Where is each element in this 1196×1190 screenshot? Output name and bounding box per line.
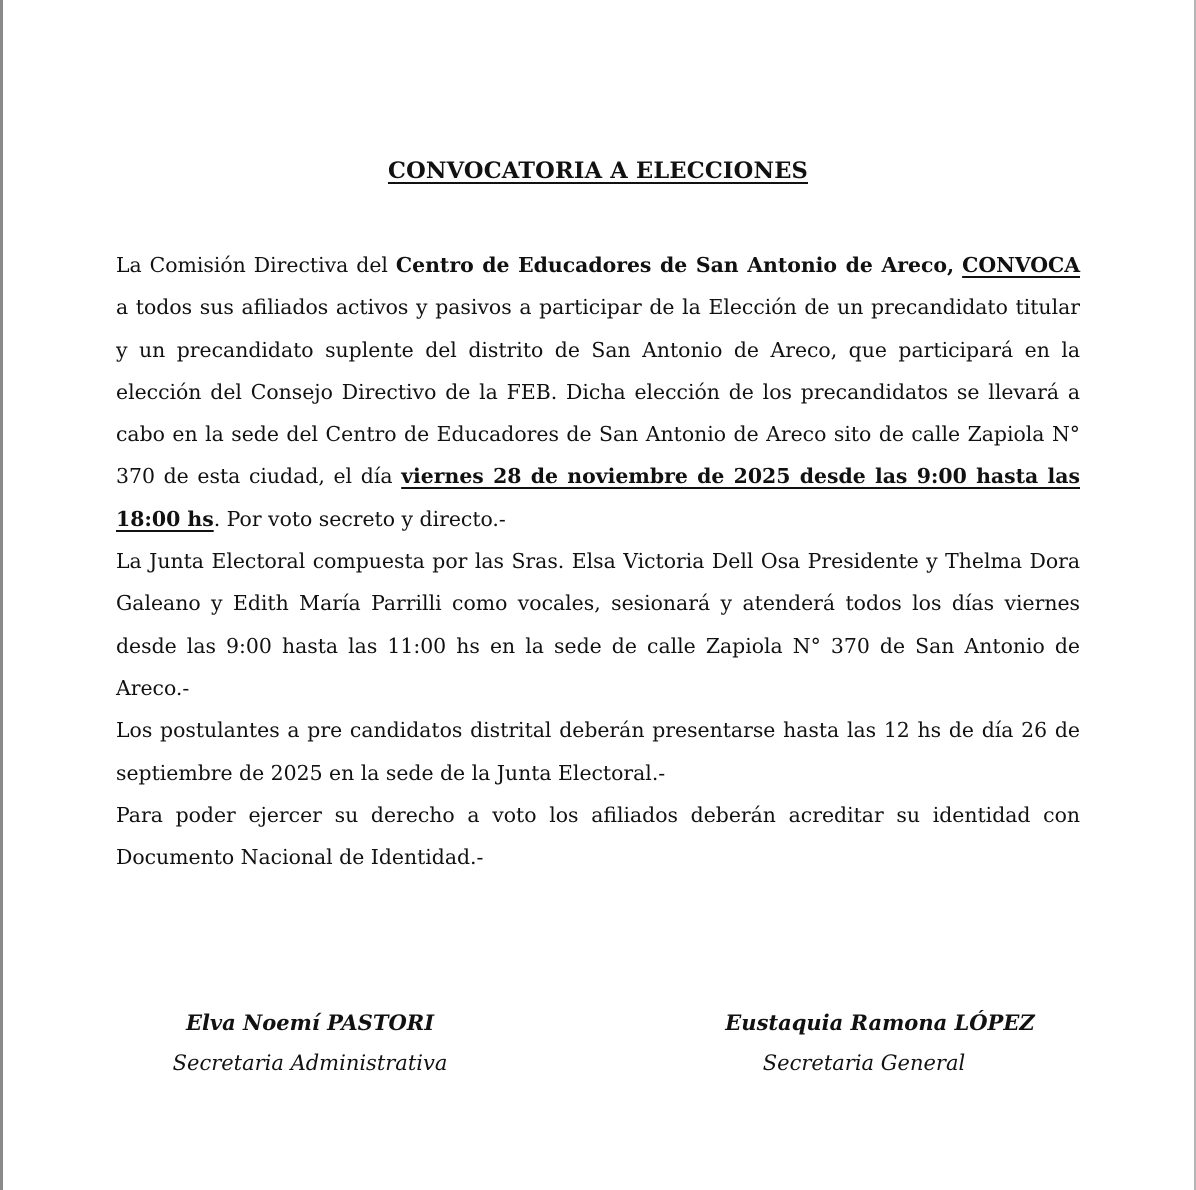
convoca-keyword: CONVOCA <box>962 253 1081 277</box>
signature-block-right <box>680 1004 1080 1086</box>
signature-name: Eustaquia Ramona LÓPEZ <box>725 1010 1035 1035</box>
paragraph-junta-electoral: La Junta Electoral compuesta por las Sras. Elsa Victoria Dell Osa Presidente y Thelma Dora Galeano y Edith María Parrilli como vocales, sesionará y atenderá todos los días viernes desde las 9:00 hasta las 11:00 hs en la sede de calle Zapiola N° 370 de San Antonio de Areco.- <box>116 549 1080 700</box>
signature-role: Secretaria Administrativa <box>172 1051 448 1075</box>
document-title <box>0 158 1196 184</box>
paragraph-intro-text: La Comisión Directiva del <box>116 253 396 277</box>
signature-role: Secretaria General <box>762 1051 966 1075</box>
paragraph-space <box>954 253 962 277</box>
paragraph-identidad: Para poder ejercer su derecho a voto los afiliados deberán acreditar su identidad con Documento Nacional de Identidad.- <box>116 802 1080 870</box>
document-title-text: CONVOCATORIA A ELECCIONES <box>387 158 809 184</box>
election-date: viernes 28 de noviembre de 2025 desde las 9:00 hasta las 18:00 hs <box>116 464 1080 531</box>
signature-block-left <box>130 1004 490 1086</box>
paragraph-middle-text: a todos sus afiliados activos y pasivos a participar de la Elección de un precandidato titular y un precandidato suplente del distrito de San Antonio de Areco, que participará en la elección del Consejo Directivo de la FEB. Dicha elección de los precandidatos se llevará a cabo en la sede del Centro de Educadores de San Antonio de Areco sito de calle Zapiola N° 370 de esta ciudad, el día <box>116 295 1080 489</box>
signature-name: Elva Noemí PASTORI <box>185 1010 435 1035</box>
document-body <box>116 244 1080 878</box>
paragraph-postulantes: Los postulantes a pre candidatos distrital deberán presentarse hasta las 12 hs de día 26 de septiembre de 2025 en la sede de la Junta Electoral.- <box>116 718 1080 785</box>
paragraph-convocation <box>116 244 1080 540</box>
organization-name: Centro de Educadores de San Antonio de Areco, <box>395 253 955 277</box>
paragraph-end-text: . Por voto secreto y directo.- <box>213 506 506 531</box>
